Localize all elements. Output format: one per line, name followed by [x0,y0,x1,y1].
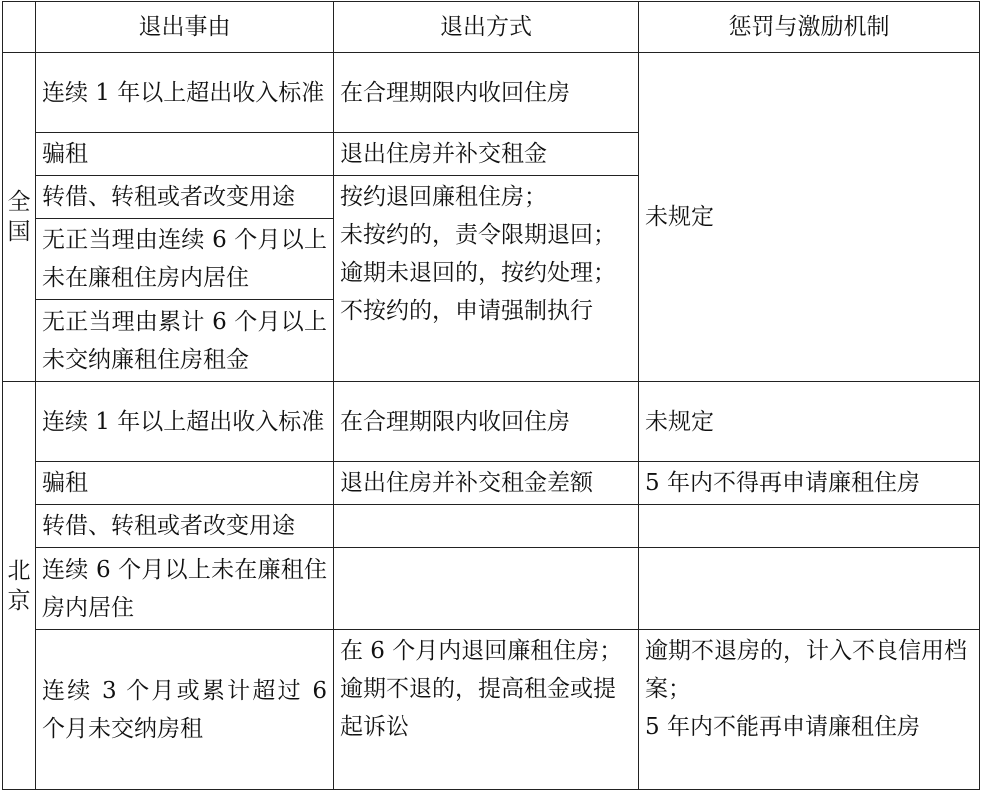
penalty-line: 5 年内不能再申请廉租住房 [645,714,920,740]
reason-cell: 无正当理由连续 6 个月以上未在廉租住房内居住 [36,219,334,300]
penalty-cell [639,548,980,630]
method-line: 逾期未退回的，按约处理； [340,260,616,286]
method-cell [334,176,639,382]
method-cell [334,630,639,790]
header-penalty-incentive: 惩罚与激励机制 [639,2,980,53]
header-region [3,2,36,53]
method-line: 不按约的，申请强制执行 [340,298,593,324]
method-cell [334,505,639,548]
reason-cell: 连续 1 年以上超出收入标准 [36,53,334,133]
penalty-line: 逾期不退房的，计入不良信用档案； [645,638,967,702]
penalty-cell: 未规定 [639,53,980,382]
reason-cell: 转借、转租或者改变用途 [36,176,334,219]
region-char: 京 [7,587,31,614]
method-cell: 退出住房并补交租金差额 [334,462,639,505]
table-row [3,548,980,630]
region-char: 北 [7,557,31,584]
table-row [3,53,980,133]
method-line: 按约退回廉租住房； [340,184,547,210]
region-national [3,53,36,382]
header-exit-method: 退出方式 [334,2,639,53]
reason-cell: 无正当理由累计 6 个月以上未交纳廉租住房租金 [36,300,334,382]
method-cell: 退出住房并补交租金 [334,133,639,176]
penalty-cell [639,630,980,790]
region-beijing [3,382,36,790]
header-row [3,2,980,53]
reason-cell: 骗租 [36,462,334,505]
reason-cell: 连续 1 年以上超出收入标准 [36,382,334,462]
reason-cell: 连续 3 个月或累计超过 6 个月未交纳房租 [36,630,334,790]
penalty-cell: 5 年内不得再申请廉租住房 [639,462,980,505]
method-line: 逾期不退的，提高租金或提起诉讼 [340,676,616,740]
table-row [3,382,980,462]
reason-cell: 骗租 [36,133,334,176]
method-cell [334,548,639,630]
method-line: 未按约的，责令限期退回； [340,222,616,248]
method-line: 在 6 个月内退回廉租住房； [340,638,623,664]
method-cell: 在合理期限内收回住房 [334,382,639,462]
region-char: 国 [7,219,31,245]
exit-mechanism-table [2,1,980,790]
penalty-cell: 未规定 [639,382,980,462]
reason-cell: 连续 6 个月以上未在廉租住房内居住 [36,548,334,630]
penalty-cell [639,505,980,548]
table-row [3,630,980,790]
reason-cell: 转借、转租或者改变用途 [36,505,334,548]
method-cell: 在合理期限内收回住房 [334,53,639,133]
table-row [3,462,980,505]
table-row [3,505,980,548]
region-char: 全 [7,189,31,215]
header-exit-reason: 退出事由 [36,2,334,53]
